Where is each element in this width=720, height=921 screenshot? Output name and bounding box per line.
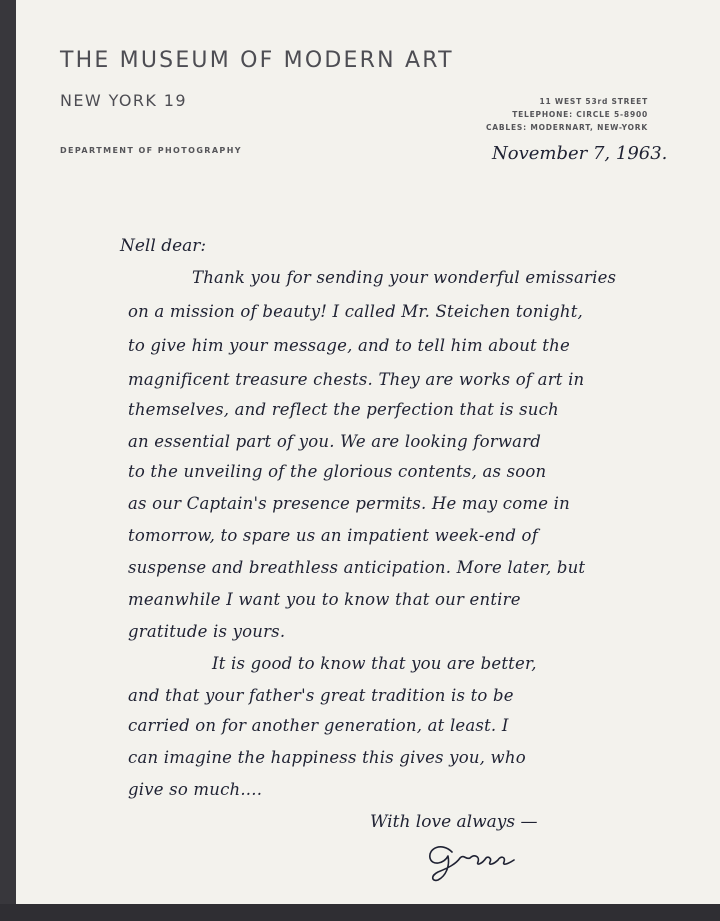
letter-line: meanwhile I want you to know that our entire (128, 590, 521, 609)
letterhead-city: NEW YORK 19 (60, 91, 187, 110)
letter-line: It is good to know that you are better, (212, 654, 537, 673)
letter-paper (16, 0, 720, 904)
letter-line: themselves, and reflect the perfection that is such (128, 400, 559, 419)
letterhead-address (486, 95, 648, 134)
letter-line: Thank you for sending your wonderful emissaries (192, 268, 617, 287)
letter-line: to give him your message, and to tell him about the (128, 336, 570, 355)
letter-line: as our Captain's presence permits. He may come in (128, 494, 570, 513)
letter-line: on a mission of beauty! I called Mr. Steichen tonight, (128, 302, 583, 321)
address-cables: CABLES: MODERNART, NEW-YORK (485, 123, 648, 132)
letter-closing: With love always — (370, 812, 538, 832)
scan-border (0, 904, 720, 921)
letter-line: tomorrow, to spare us an impatient week-end of (128, 526, 539, 545)
letter-line: carried on for another generation, at least. I (128, 716, 509, 735)
letter-line: gratitude is yours. (128, 622, 286, 641)
letter-line: an essential part of you. We are looking forward (128, 432, 542, 451)
letter-date: November 7, 1963. (492, 143, 668, 164)
letter-line: to the unveiling of the glorious contents, as soon (128, 462, 547, 481)
letterhead-museum-name: THE MUSEUM OF MODERN ART (60, 48, 454, 73)
letter-line: and that your father's great tradition is to be (128, 686, 514, 705)
letterhead-department: DEPARTMENT OF PHOTOGRAPHY (60, 146, 242, 155)
letter-line: give so much.... (128, 780, 263, 799)
letter-line: suspense and breathless anticipation. More later, but (128, 558, 586, 577)
letter-salutation: Nell dear: (120, 236, 207, 256)
address-telephone: TELEPHONE: CIRCLE 5-8900 (512, 110, 648, 119)
letter-line: can imagine the happiness this gives you, who (128, 748, 526, 767)
signature-grace (422, 838, 518, 882)
letter-line: magnificent treasure chests. They are works of art in (128, 370, 585, 389)
address-street: 11 WEST 53rd STREET (539, 97, 648, 106)
